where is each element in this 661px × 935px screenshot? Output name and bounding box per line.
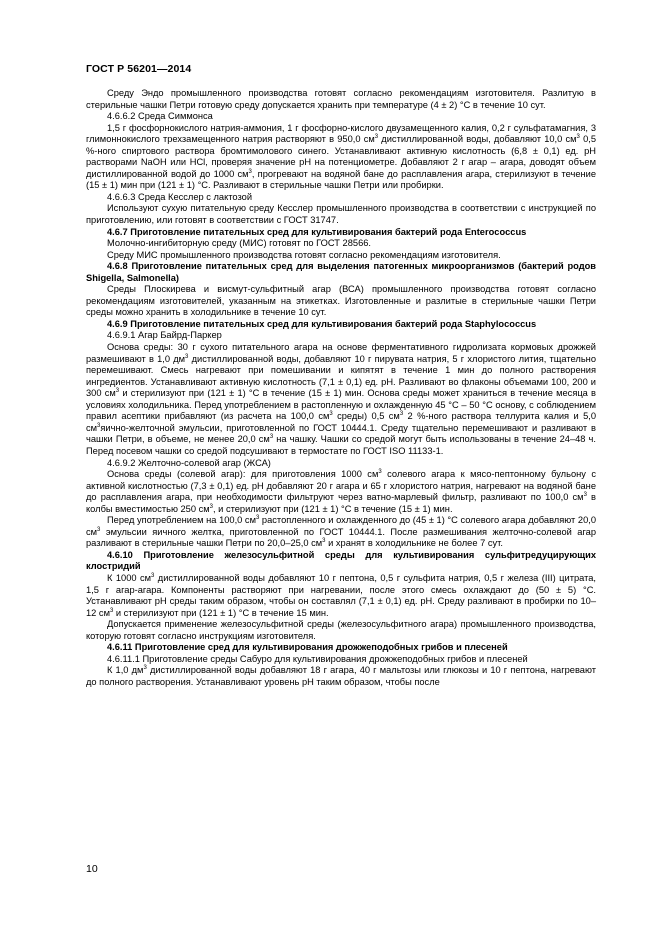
paragraph-simmons-recipe: 1,5 г фосфорнокислого натрия-аммония, 1 г фосфорно-кислого двузамещенного калия, 0,2 г сульфатамагния, 3 глимоннокислого трехзамещенного натрия растворяют в 950,0 $см^3$ дистиллированной воды, добавляют 10,0 $см^3$ 0,5 %-ного спиртового раствора бромтимолового синего. Устанавливают активную кислотность (6,8 ± 0,1) ед. рН растворами NaOH или HCl, проверяя значение рН на потенциометре. Добавляют 2 г агар – агара, доводят объем дистиллированной водой до 1000 $см^3$, прогревают на водяной бане до расплавления агара, стерилизуют в течение (15 ± 1) мин при (121 ± 1) °С. Разливают в стерильные чашки Петри или пробирки. xyxy=(86,122,596,191)
superscript-cube: 3 xyxy=(209,503,213,510)
section-heading-yeasts-molds: 4.6.11 Приготовление сред для культивирования дрожжеподобных грибов и плесеней xyxy=(107,642,508,653)
superscript-cube: 3 xyxy=(248,168,252,175)
superscript-cube: 3 xyxy=(97,422,101,429)
paragraph-baird-parker: Основа среды: 30 г сухого питательного агара на основе ферментативного гидролизата кормовых дрожжей размешивают в 1,0 $дм^3$ дистиллированной воды, добавляют 10 г пирувата натрия, 5 г хлористого лития, тщательно перемешивают. Смесь нагревают при помешивании и кипятят в течение 1 мин до полного растворения ингредиентов. Устанавливают активную кислотность (7,1 ± 0,1) ед. рН. Разливают во флаконы объемами 100, 200 и 300 $см^3$ и стерилизуют при (121 ± 1) °С в течение (15 ± 1) мин. Основа среды может храниться в течение месяца в условиях холодильника. Перед употреблением в растопленную и охлажденную 45 °С – 50 °С основу, с соблюдением правил асептики прибавляют (из расчета на 100,0 $см^3$ среды) 0,5 $см^3$ 2 %-ного раствора теллурита калия и 5,0 $см^3яично$-желточной эмульсии, приготовленной по ГОСТ 10444.1. Среду тщательно перемешивают и разливают в чашки Петри, в объеме, не менее 20,0 $см^3$ на чашку. Чашки со средой могут быть использованы в течение 24–48 ч. Перед посевом чашки со средой подсушивают в термостате по ГОСТ ISO 11133-1. xyxy=(86,342,596,456)
paragraph-mis: Молочно-ингибиторную среду (МИС) готовят по ГОСТ 28566. xyxy=(107,238,371,249)
superscript-cube: 3 xyxy=(576,134,580,141)
page-number: 10 xyxy=(86,863,98,875)
superscript-cube: 3 xyxy=(329,411,333,418)
superscript-cube: 3 xyxy=(151,572,155,579)
superscript-cube: 3 xyxy=(322,538,326,545)
superscript-cube: 3 xyxy=(378,469,382,476)
paragraph-mis-industrial: Среду МИС промышленного производства готовят согласно рекомендациям изготовителя. xyxy=(107,249,501,260)
superscript-cube: 3 xyxy=(583,492,587,499)
paragraph-iron-sulfite-industrial: Допускается применение железосульфитной среды (железосульфитного агара) промышленного производства, которую готовят согласно инструкциям изготовителя. xyxy=(86,619,596,641)
paragraph-iron-sulfite: К 1000 $см^3$ дистиллированной воды добавляют 10 г пептона, 0,5 г сульфита натрия, 0,5 г железа (III) цитрата, 1,5 г агар-агара. Компоненты растворяют при нагревании, после этого смесь охлаждают до (50 ± 5) °С. Устанавливают рН среды таким образом, чтобы он составлял (7,1 ± 0,1) ед. рН. Среду разливают в пробирки по 10–12 $см^3$ и стерилизуют при (121 ± 1) °С в течение 15 мин. xyxy=(86,572,596,618)
paragraph-kessler: Используют сухую питательную среду Кесслер промышленного производства в соответствии с инструкцией по приготовлению, или готовят в соответствии с ГОСТ 31747. xyxy=(86,203,596,226)
paragraph-salt-agar: Основа среды (солевой агар): для приготовления 1000 $см^3$ солевого агара к мясо-пептонному бульону с активной кислотностью (7,3 ± 0,1) ед. рН добавляют 20 г агара и 65 г хлористого натрия, нагревают на водяной бане до расплавления агара, при необходимости фильтруют через ватно-марлевый фильтр, разливают по 100,0 $см^3$ в колбы вместимостью 250 $см^3$, и стерилизуют при (121 ± 1) °С в течение (15 ± 1) мин. xyxy=(86,469,596,514)
superscript-cube: 3 xyxy=(115,388,120,395)
subsection-heading: 4.6.6.2 Среда Симмонса xyxy=(107,111,213,122)
section-heading-pathogens: 4.6.8 Приготовление питательных сред для выделения патогенных микроорганизмов (бактерий родов Shigella, Salmonella) xyxy=(86,261,596,283)
section-heading-clostridia: 4.6.10 Приготовление железосульфитной среды для культивирования сульфитредуцирующих клостридий xyxy=(86,549,596,572)
section-heading-staphylococcus: 4.6.9 Приготовление питательных сред для культивирования бактерий рода Staphylococcus xyxy=(107,318,537,329)
superscript-cube: 3 xyxy=(109,607,114,614)
paragraph-sabouraud: К 1,0 $дм^3$ дистиллированной воды добавляют 18 г агара, 40 г мальтозы или глюкозы и 10 г пептона, нагревают до полного растворения. Устанавливают уровень рН таким образом, чтобы после xyxy=(86,665,596,687)
subsection-heading: 4.6.6.3 Среда Кесслер с лактозой xyxy=(107,191,253,202)
standard-header: ГОСТ Р 56201—2014 xyxy=(86,63,192,75)
document-body xyxy=(86,88,596,688)
subsection-heading: 4.6.9.1 Агар Байрд-Паркер xyxy=(107,330,222,341)
superscript-cube: 3 xyxy=(97,526,101,533)
superscript-cube: 3 xyxy=(399,411,404,418)
superscript-cube: 3 xyxy=(269,434,274,441)
superscript-cube: 3 xyxy=(185,353,189,360)
subsection-heading: 4.6.11.1 Приготовление среды Сабуро для культивирования дрожжеподобных грибов и плесеней xyxy=(107,653,528,664)
paragraph-endo-storage: Среду Эндо промышленного производства готовят согласно рекомендациям изготовителя. Разлитую в стерильные чашки Петри готовую среду допускается хранить при температуре (4 ± 2) °С в течение 10 сут. xyxy=(86,88,596,110)
subsection-heading: 4.6.9.2 Желточно-солевой агар (ЖСА) xyxy=(107,457,271,468)
paragraph-ploskirev: Среды Плоскирева и висмут-сульфитный агар (ВСА) промышленного производства готовят согласно рекомендациям изготовителей, указанным на этикетках. Изготовленные и разлитые в стерильные чашки Петри среды можно хранить в холодильнике в течение 10 сут. xyxy=(86,284,596,318)
paragraph-yolk-salt-agar: Перед употреблением на 100,0 $см^3$ растопленного и охлажденного до (45 ± 1) °С солевого агара добавляют 20,0 $см^3$ эмульсии яичного желтка, приготовленной по ГОСТ 10444.1. После размешивания желточно-солевой агар разливают в стерильные чашки Петри по 20,0–25,0 $см^3$ и хранят в холодильнике не более 7 сут. xyxy=(86,515,596,549)
superscript-cube: 3 xyxy=(143,665,147,672)
superscript-cube: 3 xyxy=(374,134,379,141)
superscript-cube: 3 xyxy=(255,515,260,522)
section-heading-enterococcus: 4.6.7 Приготовление питательных сред для культивирования бактерий рода Enterococcus xyxy=(107,226,527,237)
